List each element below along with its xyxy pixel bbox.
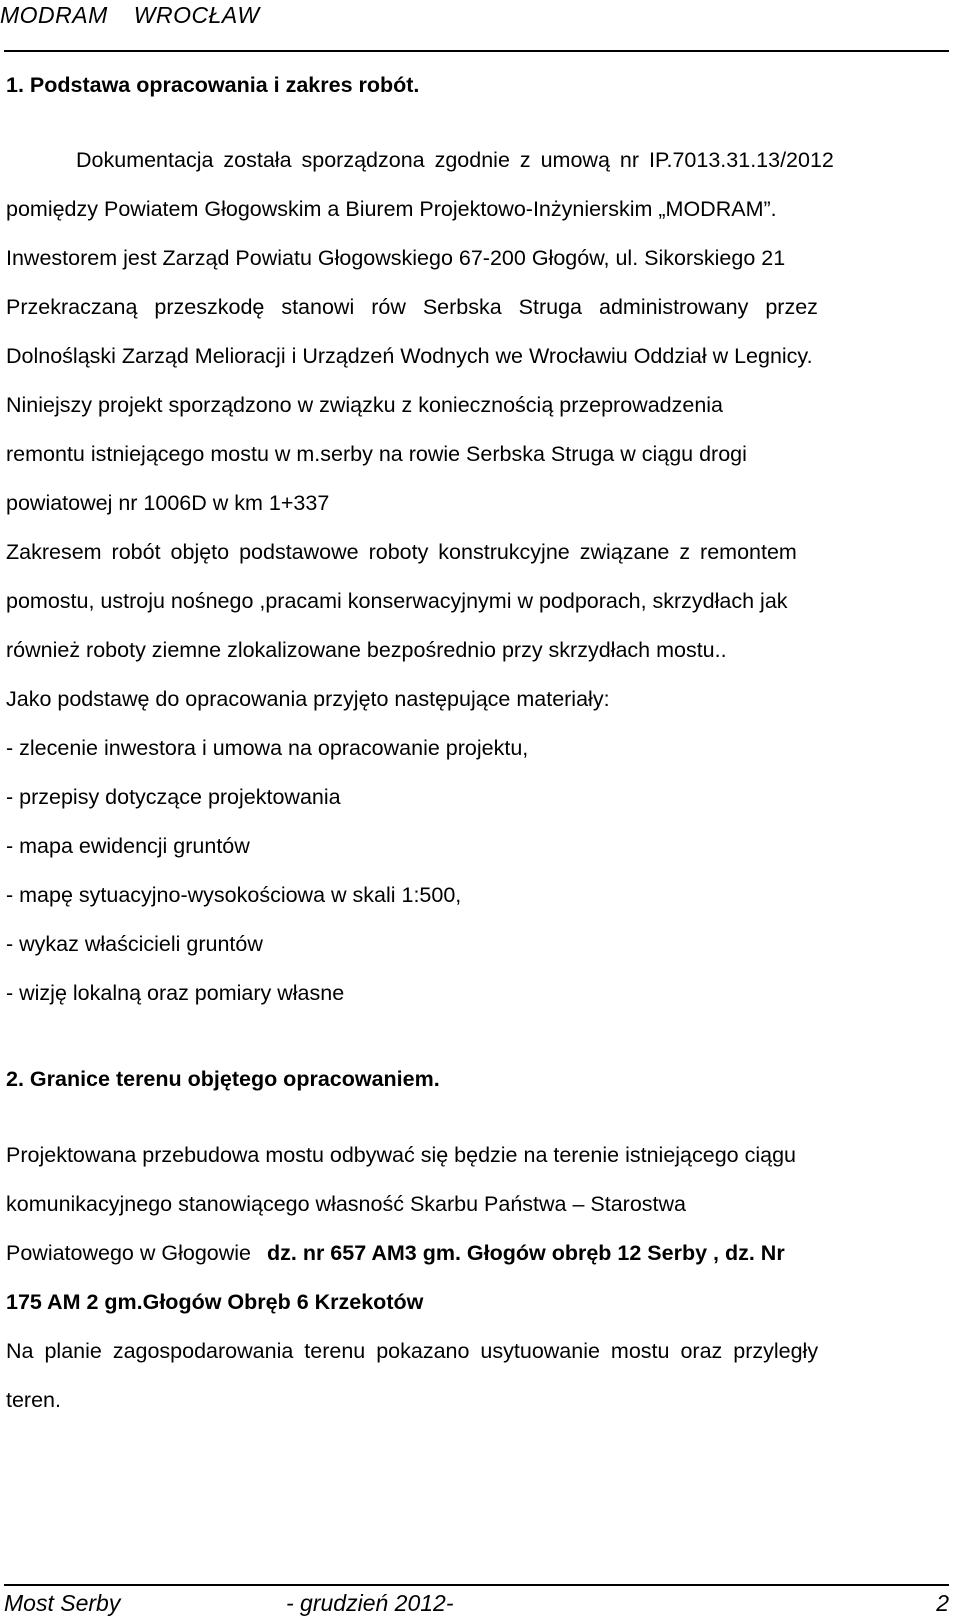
header-company [0, 2, 260, 29]
footer-title: Most Serby [4, 1590, 121, 1616]
section-1-line: Inwestorem jest Zarząd Powiatu Głogowskiego 67-200 Głogów, ul. Sikorskiego 21 [6, 246, 786, 270]
section-2-line: Na planie zagospodarowania terenu pokazano usytuowanie mostu oraz przyległy [6, 1339, 819, 1363]
list-item: - mapa ewidencji gruntów [6, 834, 250, 858]
section-1-line: Jako podstawę do opracowania przyjęto następujące materiały: [6, 687, 610, 711]
section-1-heading: 1. Podstawa opracowania i zakres robót. [6, 73, 420, 97]
section-1-line: pomostu, ustroju nośnego ,pracami konserwacyjnymi w podporach, skrzydłach jak [6, 589, 788, 613]
list-item: - zlecenie inwestora i umowa na opracowanie projektu, [6, 736, 529, 760]
section-2-line: Projektowana przebudowa mostu odbywać się będzie na terenie istniejącego ciągu [6, 1143, 797, 1167]
header-divider [4, 50, 949, 52]
section-2-line: komunikacyjnego stanowiącego własność Skarbu Państwa – Starostwa [6, 1192, 687, 1216]
section-1-line: Niniejszy projekt sporządzono w związku z koniecznością przeprowadzenia [6, 393, 724, 417]
list-item: - przepisy dotyczące projektowania [6, 785, 341, 809]
footer-date: - grudzień 2012- [286, 1590, 454, 1616]
list-item: - mapę sytuacyjno-wysokościowa w skali 1:500, [6, 883, 462, 907]
section-1-line: Zakresem robót objęto podstawowe roboty konstrukcyjne związane z remontem [6, 540, 797, 564]
section-2-heading: 2. Granice terenu objętego opracowaniem. [6, 1067, 440, 1091]
section-2-owner: Powiatowego w Głogowie [6, 1241, 251, 1265]
section-1-line: powiatowej nr 1006D w km 1+337 [6, 491, 330, 515]
section-1-line: również roboty ziemne zlokalizowane bezpośrednio przy skrzydłach mostu.. [6, 638, 727, 662]
section-1-line: pomiędzy Powiatem Głogowskim a Biurem Projektowo-Inżynierskim „MODRAM”. [6, 197, 777, 221]
section-2-parcels-cont: 175 AM 2 gm.Głogów Obręb 6 Krzekotów [6, 1290, 424, 1314]
list-item: - wykaz właścicieli gruntów [6, 932, 263, 956]
section-1-line: Przekraczaną przeszkodę stanowi rów Serbska Struga administrowany przez [6, 295, 818, 319]
section-1-line: Dolnośląski Zarząd Melioracji i Urządzeń Wodnych we Wrocławiu Oddział w Legnicy. [6, 344, 813, 368]
header-company-name: MODRAM [0, 2, 108, 28]
section-1-line: remontu istniejącego mostu w m.serby na rowie Serbska Struga w ciągu drogi [6, 442, 747, 466]
section-1-line: Dokumentacja została sporządzona zgodnie z umową nr IP.7013.31.13/2012 [76, 148, 834, 172]
list-item: - wizję lokalną oraz pomiary własne [6, 981, 345, 1005]
footer-divider [4, 1584, 949, 1586]
section-2-parcels: dz. nr 657 AM3 gm. Głogów obręb 12 Serby , dz. Nr [267, 1241, 785, 1265]
section-2-line-parcels [6, 1240, 785, 1266]
page-number: 2 [936, 1590, 949, 1616]
section-2-line: teren. [6, 1388, 61, 1412]
header-city: WROCŁAW [133, 2, 260, 28]
